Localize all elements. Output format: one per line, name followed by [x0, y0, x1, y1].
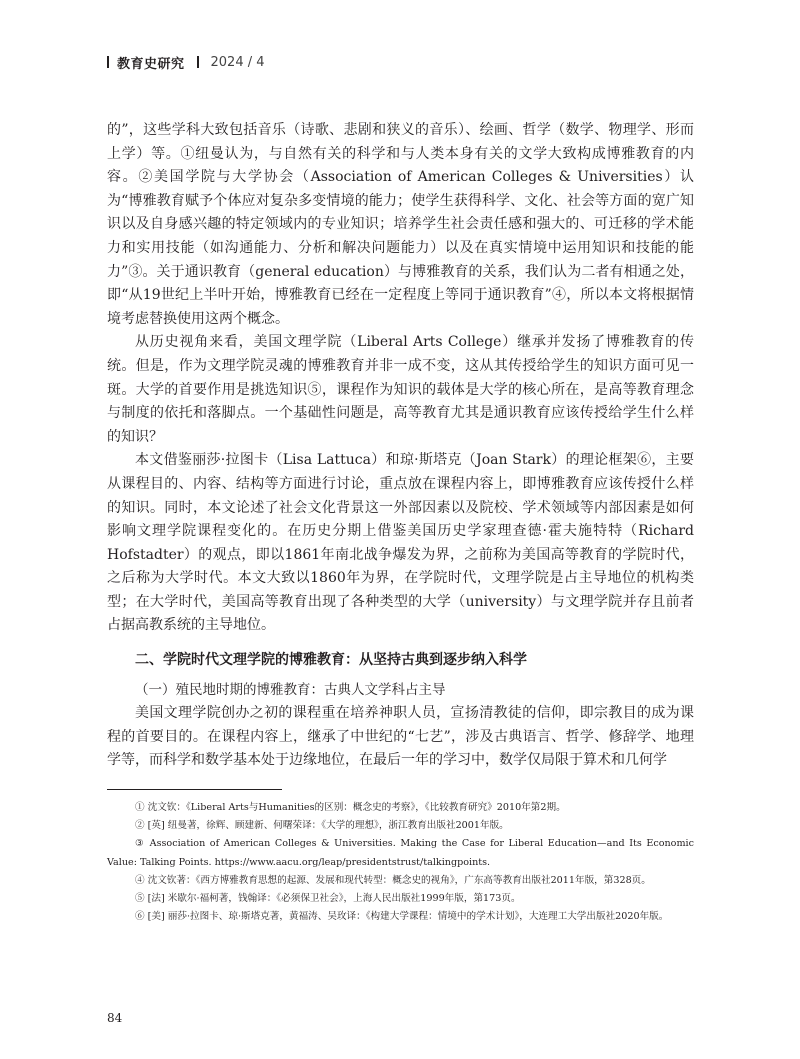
paragraph: 从历史视角来看，美国文理学院（Liberal Arts College）继承并发扬了博雅教育的传统。但是，作为文理学院灵魂的博雅教育并非一成不变，这从其传授给学生的知识方面可见一斑。大学的首要作用是挑选知识⑤，课程作为知识的载体是大学的核心所在，是高等教育理念与制度的依托和落脚点。一个基础性问题是，高等教育尤其是通识教育应该传授给学生什么样的知识？	[107, 334, 694, 445]
footnotes	[107, 799, 694, 926]
journal-title: 教育史研究	[117, 56, 185, 72]
footnote: ④ 沈文钦著：《西方博雅教育思想的起源、发展和现代转型：概念史的视角》，广东高等教育出版社2011年版，第328页。	[135, 874, 651, 886]
footnote: ① 沈文钦：《Liberal Arts与Humanities的区别：概念史的考察》，《比较教育研究》2010年第2期。	[135, 802, 566, 813]
subsection-heading: （一）殖民地时期的博雅教育：古典人文学科占主导	[135, 681, 446, 698]
footnote-divider	[107, 789, 282, 790]
paragraph: 本文借鉴丽莎·拉图卡（Lisa Lattuca）和琼·斯塔克（Joan Stark）的理论框架⑥，主要从课程目的、内容、结构等方面进行讨论，重点放在课程内容上，即博雅教育应该传授什么样的知识。同时，本文论述了社会文化背景这一外部因素以及院校、学术领域等内部因素是如何影响文理学院课程变化的。在历史分期上借鉴美国历史学家理查德·霍夫施特特（Richard Hofstadter）的观点，即以1861年南北战争爆发为界，之前称为美国高等教育的学院时代，之后称为大学时代。本文大致以1860年为界，在学院时代，文理学院是占主导地位的机构类型；在大学时代，美国高等教育出现了各种类型的大学（university）与文理学院并存且前者占据高教系统的主导地位。	[107, 452, 694, 634]
paragraph: 美国文理学院创办之初的课程重在培养神职人员，宣扬清教徒的信仰，即宗教目的成为课程的首要目的。在课程内容上，继承了中世纪的“七艺”，涉及古典语言、哲学、修辞学、地理学等，而科学和数学基本处于边缘地位，在最后一年的学习中，数学仅局限于算术和几何学	[107, 705, 694, 769]
footnote: ⑥ [美] 丽莎·拉图卡、琼·斯塔克著，黄福涛、吴玫译：《构建大学课程：情境中的学术计划》，大连理工大学出版社2020年版。	[135, 911, 669, 923]
header-bar-right	[197, 56, 199, 68]
main-text	[107, 119, 694, 773]
footnote: ② [英] 纽曼著，徐辉、顾建新、何曙荣译：《大学的理想》，浙江教育出版社2001年版。	[135, 820, 509, 832]
page-number: 84	[107, 1011, 123, 1025]
header-bar-left	[107, 56, 109, 68]
footnote: ⑤ [法] 米歇尔·福柯著，钱翰译：《必须保卫社会》，上海人民出版社1999年版，第173页。	[135, 893, 521, 905]
running-header	[107, 52, 265, 72]
paragraph: 的”，这些学科大致包括音乐（诗歌、悲剧和狭义的音乐）、绘画、哲学（数学、物理学、形而上学）等。①纽曼认为，与自然有关的科学和与人类本身有关的文学大致构成博雅教育的内容。②美国学院与大学协会（Association of American Colleges & Universities）认为“博雅教育赋予个体应对复杂多变情境的能力；使学生获得科学、文化、社会等方面的宽广知识以及自身感兴趣的特定领域内的专业知识；培养学生社会责任感和强大的、可迁移的学术能力和实用技能（如沟通能力、分析和解决问题能力）以及在真实情境中运用知识和技能的能力”③。关于通识教育（general education）与博雅教育的关系，我们认为二者有相通之处，即“从19世纪上半叶开始，博雅教育已经在一定程度上等同于通识教育”④，所以本文将根据情境考虑替换使用这两个概念。	[107, 122, 694, 327]
section-heading: 二、学院时代文理学院的博雅教育：从坚持古典到逐步纳入科学	[135, 652, 527, 669]
footnote: ③ Association of American Colleges & Universities. Making the Case for Liberal Education—and Its Economic Value: Talking Points. https://www.aacu.org/leap/presidentstrust/talkingpoints.	[107, 838, 694, 868]
issue-number: 2024 / 4	[210, 54, 265, 70]
